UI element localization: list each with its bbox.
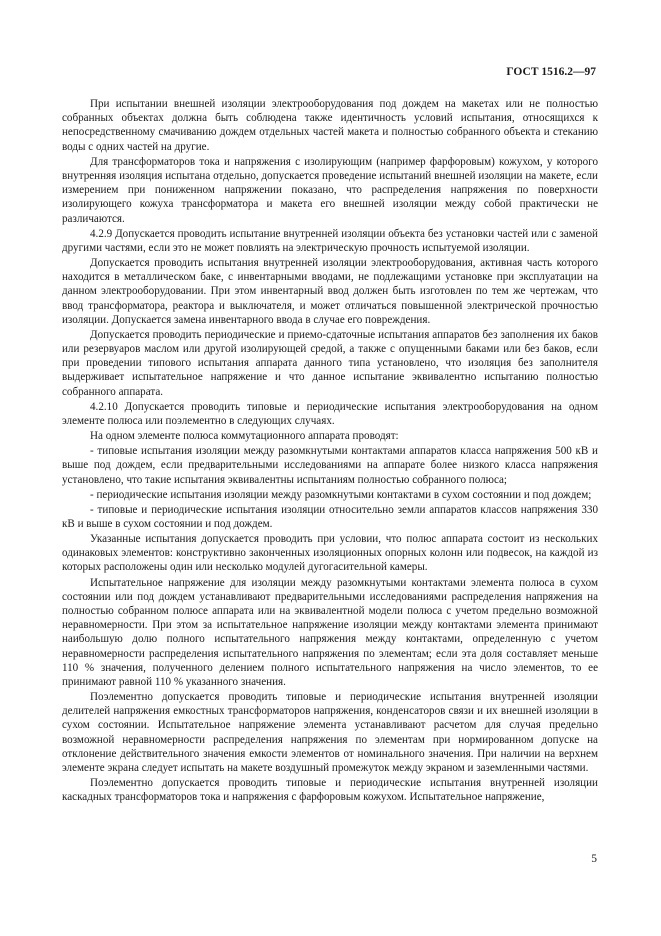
paragraph: Для трансформаторов тока и напряжения с изолирующим (например фарфоровым) кожухом, у которого внутренняя изоляция испытана отдельно, допускается проведение испытаний внешней изоляции на макете, если измерением при пониженном напряжении показано, что распределения напряжения по поверхности изолирующего кожуха трансформатора и макета его внешней изоляции между собой практически не различаются. bbox=[62, 155, 598, 225]
paragraph: При испытании внешней изоляции электрооборудования под дождем на макетах или не полностью собранных объектах должна быть соблюдена также идентичность условий испытания, относящихся к непосредственному смачиванию дождем отдельных частей макета и полностью собранного объекта и стеканию воды с одних частей на другие. bbox=[62, 98, 598, 153]
paragraph: Испытательное напряжение для изоляции между разомкнутыми контактами элемента полюса в сухом состоянии или под дождем устанавливают предварительными исследованиями распределения напряжения на полностью собранном полюсе аппарата или на эквивалентной модели полюса с учетом предельно возможной неравномерности. При этом за испытательное напряжение изоляции между контактами элемента принимают наибольшую долю полного испытательного напряжения между контактами, определенную с учетом неравномерности распределения испытательного напряжения по элементам; если эта доля составляет меньше 110 % значения, полученного делением полного испытательного напряжения на число элементов, то ее принимают равной 110 % указанного значения. bbox=[62, 576, 598, 688]
paragraph: Допускается проводить периодические и приемо-сдаточные испытания аппаратов без заполнения их баков или резервуаров маслом или другой изолирующей средой, а также с опущенными баками или без баков, если при проведении типового испытания аппарата данного типа установлено, что изоляция без заполнителя выдерживает испытательное напряжение и что данное испытание эквивалентно испытанию полностью собранного аппарата. bbox=[62, 328, 598, 398]
paragraph: Указанные испытания допускается проводить при условии, что полюс аппарата состоит из нескольких одинаковых элементов: конструктивно законченных изоляционных опорных колонн или подвесок, на каждой из которых расположены один или несколько модулей дугогасительной камеры. bbox=[62, 533, 598, 574]
list-item: - периодические испытания изоляции между разомкнутыми контактами в сухом состоянии и под дождем; bbox=[90, 488, 592, 501]
list-item: - типовые и периодические испытания изоляции относительно земли аппаратов классов напряжения 330 кВ и выше в сухом состоянии и под дождем. bbox=[62, 503, 598, 530]
list-item: - типовые испытания изоляции между разомкнутыми контактами аппаратов класса напряжения 500 кВ и выше под дождем, если предварительными исследованиями на аппарате более низкого класса напряжения установлено, что такие испытания эквивалентны испытаниям полностью собранного полюса; bbox=[62, 445, 598, 486]
page-number: 5 bbox=[591, 853, 597, 865]
paragraph: Допускается проводить испытания внутренней изоляции электрооборудования, активная часть которого находится в металлическом баке, с инвентарными вводами, не подлежащими установке при эксплуатации на данном электрооборудовании. При этом инвентарный ввод должен быть изготовлен по тем же чертежам, что ввод трансформатора, реактора и выключателя, и может отличаться повышенной электрической прочностью изоляции. Допускается замена инвентарного ввода в случае его повреждения. bbox=[62, 256, 598, 326]
document-code: ГОСТ 1516.2—97 bbox=[506, 66, 596, 78]
paragraph: 4.2.10 Допускается проводить типовые и периодические испытания электрооборудования на одном элементе полюса или поэлементно в следующих случаях. bbox=[62, 400, 598, 427]
paragraph: На одном элементе полюса коммутационного аппарата проводят: bbox=[90, 430, 399, 443]
document-body bbox=[62, 97, 598, 805]
paragraph: Поэлементно допускается проводить типовые и периодические испытания внутренней изоляции делителей напряжения емкостных трансформаторов напряжения, конденсаторов связи и их внешней изоляции в сухом состоянии. Испытательное напряжение элемента устанавливают расчетом для случая предельно возможной неравномерности распределения напряжения по элементам при нормированном допуске на отклонение действительного значения емкости элементов от номинального значения. При наличии на верхнем элементе экрана следует испытать на макете воздушный промежуток между экраном и заземленными частями. bbox=[62, 691, 598, 775]
paragraph: 4.2.9 Допускается проводить испытание внутренней изоляции объекта без установки частей или с заменой другими частями, если это не может повлиять на электрическую прочность испытуемой изоляции. bbox=[62, 227, 598, 254]
paragraph: Поэлементно допускается проводить типовые и периодические испытания внутренней изоляции каскадных трансформаторов тока и напряжения с фарфоровым кожухом. Испытательное напряжение, bbox=[62, 777, 598, 804]
